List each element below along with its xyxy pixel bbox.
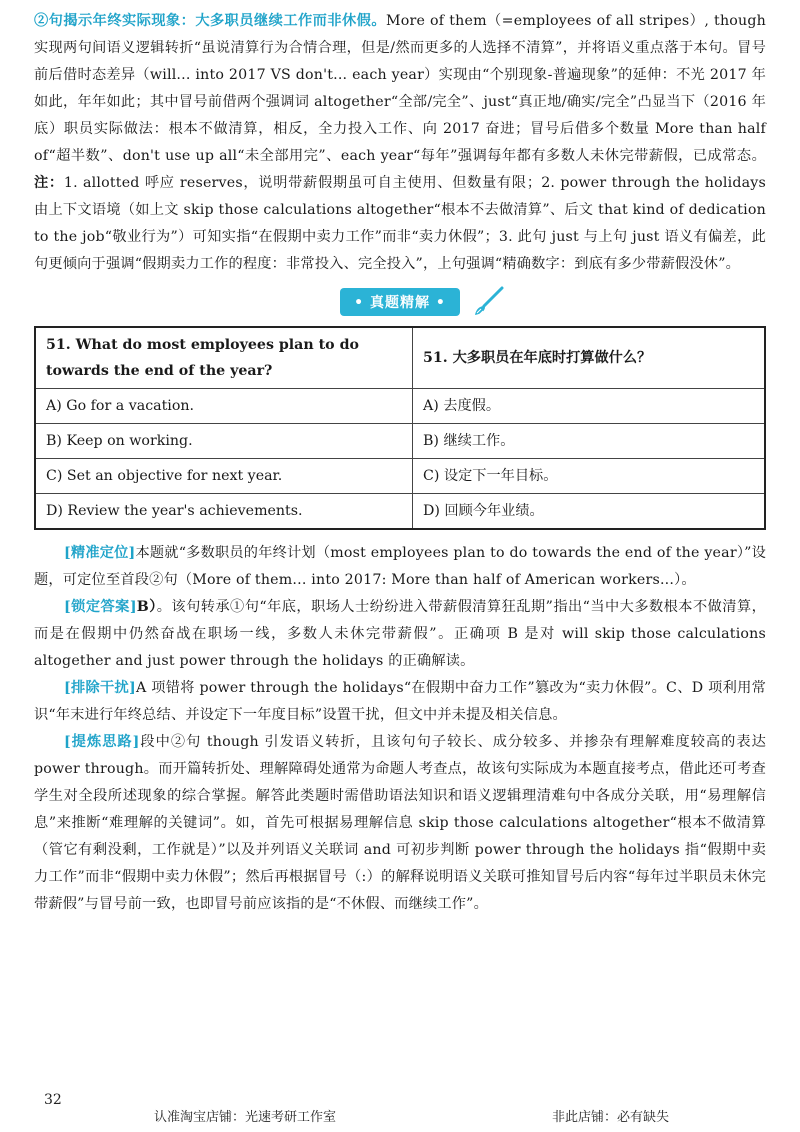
warning-text: 非此店铺：必有缺失 [552,1110,670,1125]
locate-paragraph [34,540,766,594]
option-b-zh: B) 继续工作。 [413,424,766,459]
refine-tag: [提炼思路] [64,734,140,750]
locate-text: 本题就“多数职员的年终计划（most employees plan to do towards the end of the year）”设题，可定位至首段②句（More of them... into 2017: More than half of American workers...）。 [34,545,766,588]
option-d-zh: D) 回顾今年业绩。 [413,494,766,530]
option-d-en: D) Review the year's achievements. [35,494,413,530]
page-number: 32 [44,1092,62,1108]
question-header-row [35,327,765,389]
option-c-zh: C) 设定下一年目标。 [413,459,766,494]
answer-paragraph [34,594,766,675]
intro-highlight: ②句揭示年终实际现象：大多职员继续工作而非休假。 [34,13,387,29]
brush-icon [472,286,506,318]
answer-tag: [锁定答案] [64,599,137,615]
exclude-tag: [排除干扰] [64,680,136,696]
note-label: 注： [34,175,64,191]
section-title-wrap [34,288,766,318]
refine-text: 段中②句 though 引发语义转折，且该句句子较长、成分较多、并掺杂有理解难度较高的表达 power through。而开篇转折处、理解障碍处通常为命题人考查点，故该句实际成为本题直接考点，借此还可考查学生对全段所述现象的综合掌握。解答此类题时需借助语法知识和语义逻辑理清难句中各成分关联，用“易理解信息”来推断“难理解的关键词”。如，首先可根据易理解信息 skip those calculations altogether“根本不做清算（管它有剩没剩，工作就是）”以及并列语义关联词 and 可初步判断 power through the holidays 指“假期中卖力工作”而非“假期中卖力休假”；然后再根据冒号（:）的解释说明语义关联可推知冒号后内容“每年过半职员未休完带薪假”与冒号前一致，也即冒号前应该指的是“不休假、而继续工作”。 [34,734,766,912]
option-row [35,459,765,494]
exclude-text: A 项错将 power through the holidays“在假期中奋力工作”篡改为“卖力休假”。C、D 项利用常识“年末进行年终总结、并设定下一年度目标”设置干扰，但文中并未提及相关信息。 [34,680,766,723]
answer-text: 。该句转承①句“年底，职场人士纷纷进入带薪假清算狂乱期”指出“当中大多数根本不做清算，而是在假期中仍然奋战在职场一线，多数人未休完带薪假”。正确项 B 是对 will skip those calculations altogether and just power through the holidays 的正确解读。 [34,599,766,669]
exclude-paragraph [34,675,766,729]
intro-text: More of them（=employees of all stripes）, though 实现两句间语义逻辑转折“虽说清算行为合情合理，但是/然而更多的人选择不清算”，并将语义重点落于本句。冒号前后借时态差异（will... into 2017 VS don't... each year）实现由“个别现象-普遍现象”的延伸：不光 2017 年如此，年年如此；其中冒号前借两个强调词 altogether“全部/完全”、just“真正地/确实/完全”凸显当下（2016 年底）职员实际做法：根本不做清算，相反，全力投入工作、向 2017 奋进；冒号后借多个数量 More than half of“超半数”、don't use up all“未全部用完”、each year“每年”强调每年都有多数人未休完带薪假，已成常态。 [34,13,766,164]
section-title: • 真题精解 • [340,288,460,316]
question-table [34,326,766,530]
option-a-zh: A) 去度假。 [413,389,766,424]
page-content [34,8,766,918]
option-row [35,389,765,424]
locate-tag: [精准定位] [64,545,136,561]
option-a-en: A) Go for a vacation. [35,389,413,424]
question-zh: 51. 大多职员在年底时打算做什么？ [413,327,766,389]
refine-paragraph [34,729,766,918]
option-row [35,424,765,459]
option-row [35,494,765,530]
option-c-en: C) Set an objective for next year. [35,459,413,494]
note-text: 1. allotted 呼应 reserves，说明带薪假期虽可自主使用、但数量有限；2. power through the holidays 由上下文语境（如上文 skip those calculations altogether“根本不去做清算”、后文 that kind of dedication to the job“敬业行为”）可知实指“在假期中卖力工作”而非“卖力休假”；3. 此句 just 与上句 just 语义有偏差，此句更倾向于强调“假期卖力工作的程度：非常投入、完全投入”，上句强调“精确数字：到底有多少带薪假没休”。 [34,175,766,272]
shop-text: 认准淘宝店铺：光速考研工作室 [154,1110,337,1125]
option-b-en: B) Keep on working. [35,424,413,459]
intro-paragraph [34,8,766,278]
question-en: 51. What do most employees plan to do towards the end of the year? [35,327,413,389]
answer-letter: B） [136,599,157,615]
